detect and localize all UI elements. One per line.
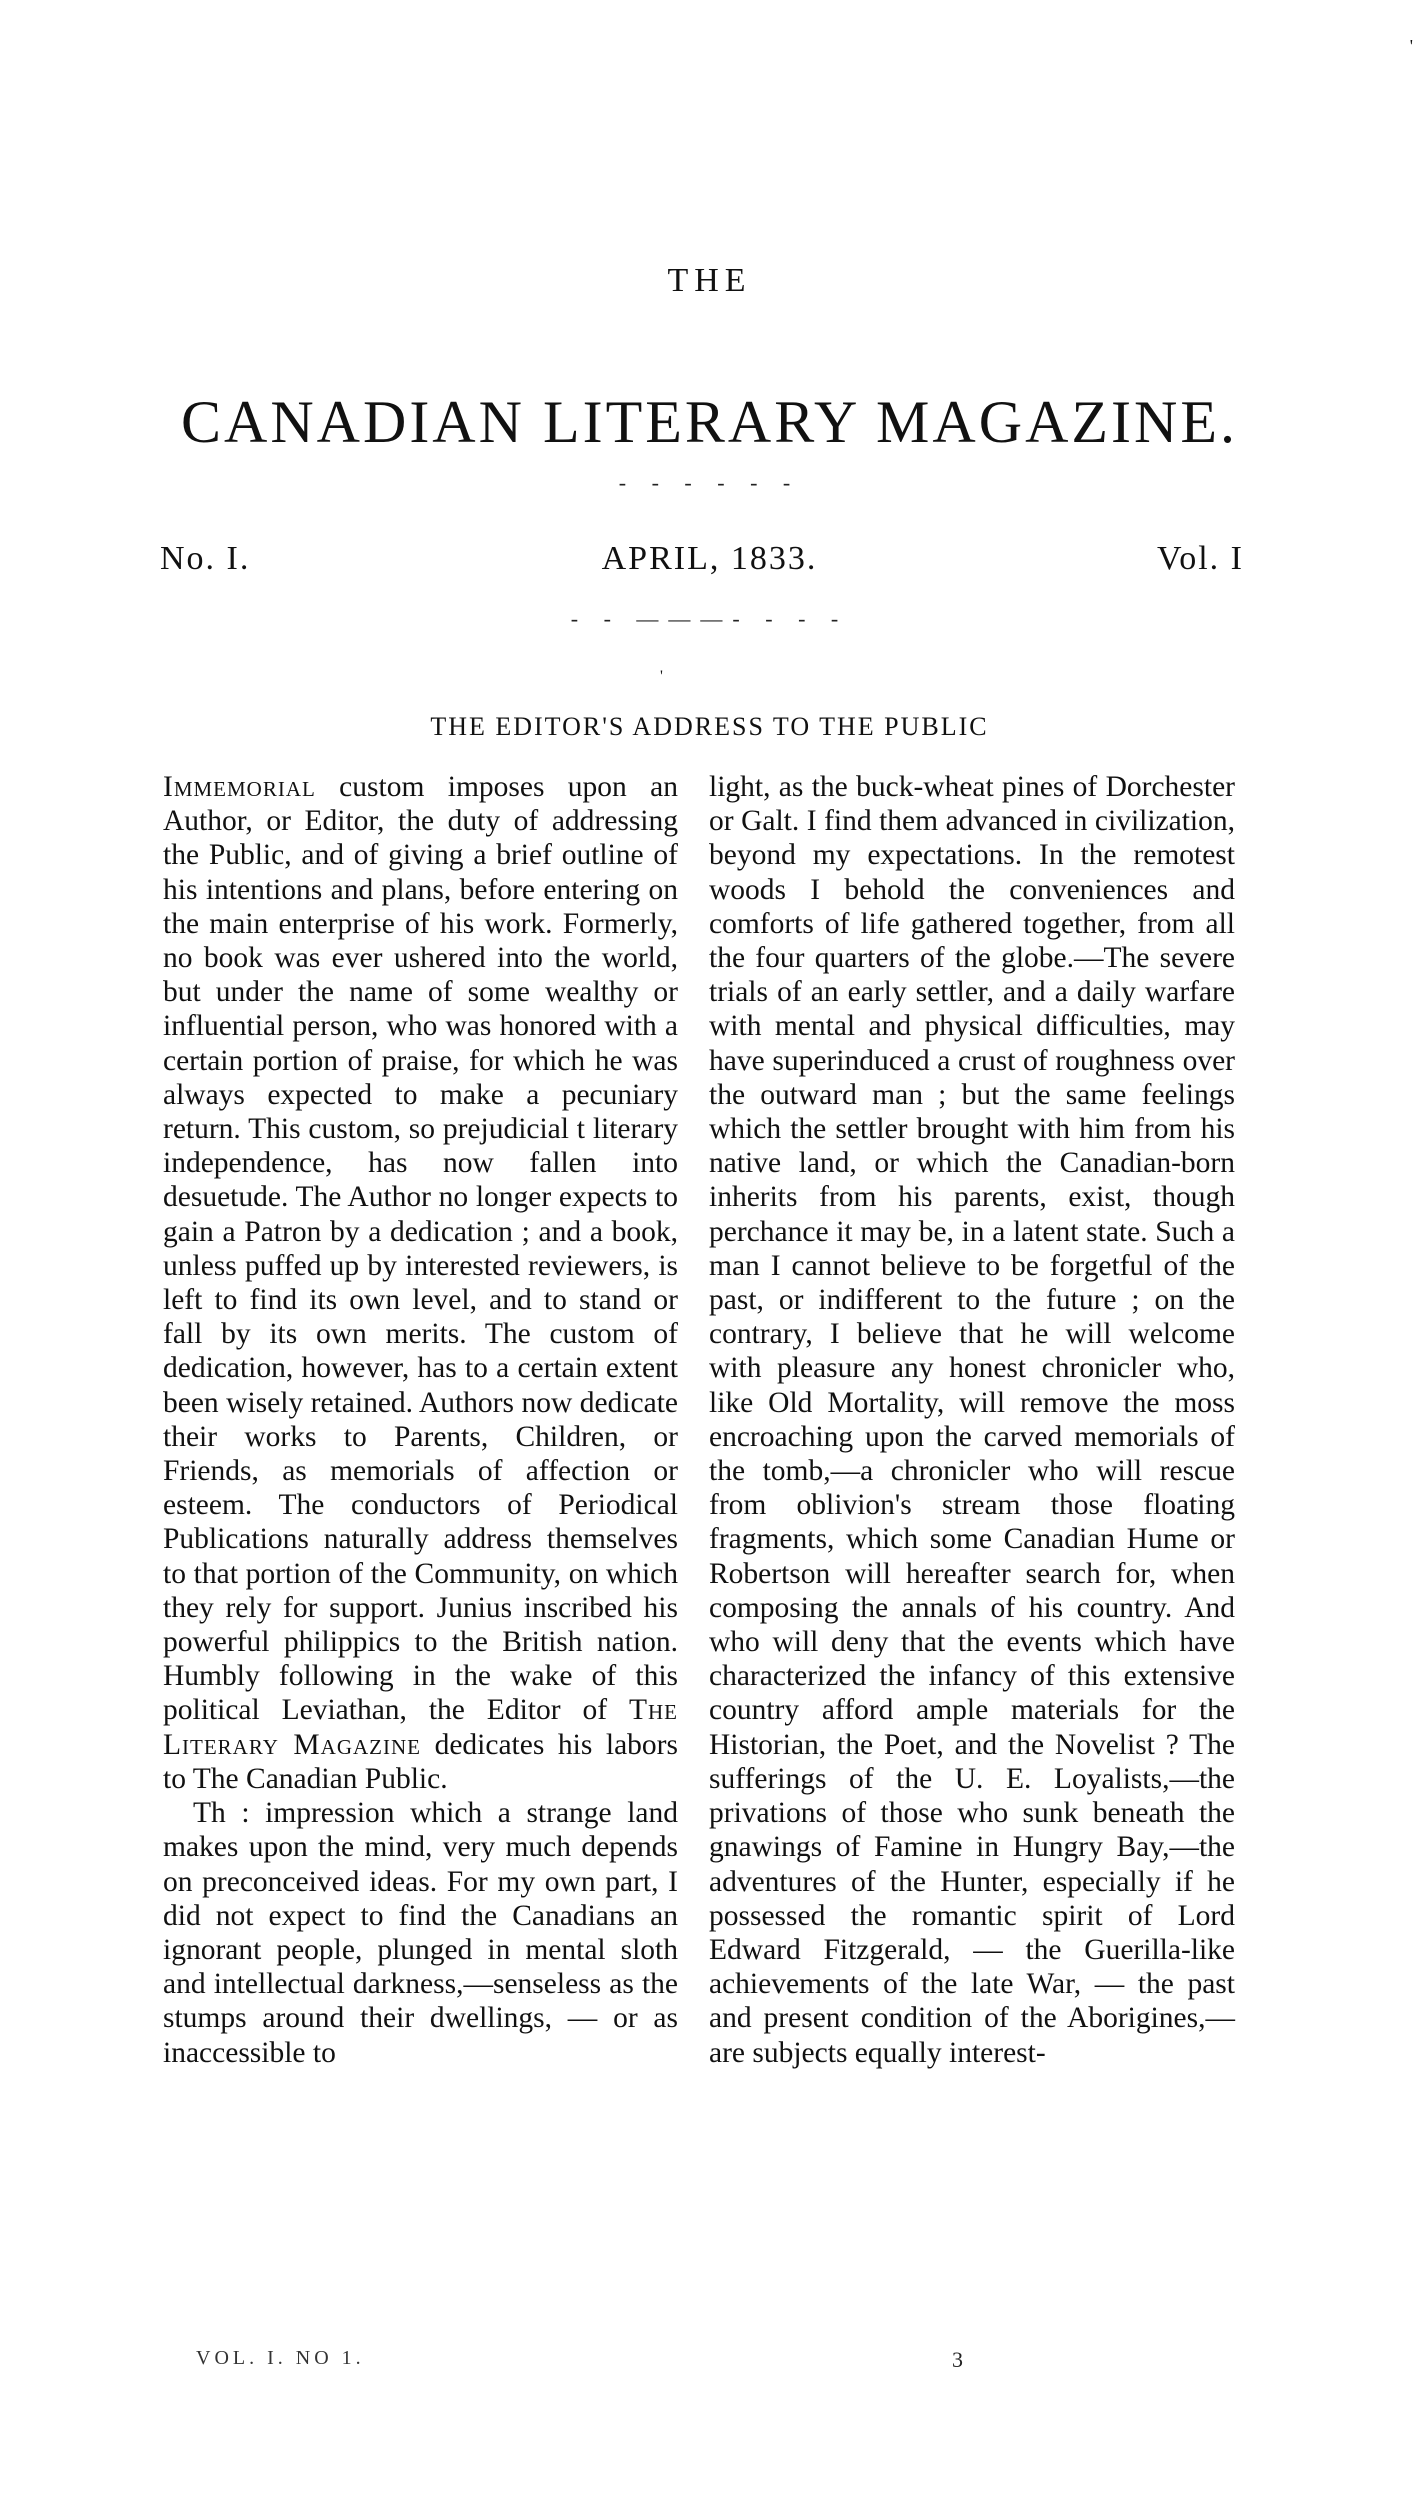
dash-rule-bottom: - - ———- - - - [570, 606, 849, 631]
right-column [709, 770, 1235, 2070]
article-heading: THE EDITOR'S ADDRESS TO THE PUBLIC [430, 712, 989, 741]
ornament-mark: ' [660, 668, 663, 685]
magazine-title: CANADIAN LITERARY MAGAZINE. [180, 389, 1239, 456]
dash-rule-top: - - - - - - [618, 470, 801, 495]
paragraph-1-text-b: dedicates his labors to The Canadian Public. [163, 1728, 678, 1795]
edge-mark: ' [1409, 36, 1413, 56]
page-number: 3 [952, 2347, 963, 2372]
issue-number: No. I. [160, 540, 251, 577]
masthead-the: THE [667, 262, 752, 299]
issue-date: APRIL, 1833. [601, 540, 818, 577]
paragraph-1 [163, 770, 678, 1796]
signature-mark: VOL. I. NO 1. [196, 2347, 365, 2369]
issue-volume: Vol. I [1157, 540, 1244, 577]
paragraph-1-text-a: custom imposes upon an Author, or Editor, the duty of addressing the Public, and of giving a brief outline of his intentions and plans, before entering on the main enterprise of his work. Formerly, no book was ever ushered into the world, but under the name of some wealthy or influential person, who was honored with a certain portion of praise, for which he was always expected to make a pecuniary return. This custom, so prejudicial t literary independence, has now fallen into desuetude. The Author no longer expects to gain a Patron by a dedication ; and a book, unless puffed up by interested reviewers, is left to find its own level, and to stand or fall by its own merits. The custom of dedication, however, has to a certain extent been wisely retained. Authors now dedicate their works to Parents, Children, or Friends, as memorials of affection or esteem. The conductors of Periodical Publications naturally address themselves to that portion of the Community, on which they rely for support. Junius inscribed his powerful philippics to the British nation. Humbly following in the wake of this political Leviathan, the Editor of [163, 771, 678, 1727]
left-column [163, 770, 678, 2070]
paragraph-2: Th : impression which a strange land makes upon the mind, very much depends on preconceived ideas. For my own part, I did not expect to find the Canadians an ignorant people, plunged in mental sloth and intellectual darkness,—senseless as the stumps around their dwellings, — or as inaccessible to [163, 1797, 678, 2069]
paragraph-continued: light, as the buck-wheat pines of Dorchester or Galt. I find them advanced in civilization, beyond my expectations. In the remotest woods I behold the conveniences and comforts of life gathered together, from all the four quarters of the globe.—The severe trials of an early settler, and a daily warfare with mental and physical difficulties, may have superinduced a crust of roughness over the outward man ; but the same feelings which the settler brought with him from his native land, or which the Canadian-born inherits from his parents, exist, though perchance it may be, in a latent state. Such a man I cannot believe to be forgetful of the past, or indifferent to the future ; on the contrary, I believe that he will welcome with pleasure any honest chronicler who, like Old Mortality, will remove the moss encroaching upon the carved memorials of the tomb,—a chronicler who will rescue from oblivion's stream those floating fragments, which some Canadian Hume or Robertson will hereafter search for, when composing the annals of his country. And who will deny that the events which have characterized the infancy of this extensive country afford ample materials for the Historian, the Poet, and the Novelist ? The sufferings of the U. E. Loyalists,—the privations of those who sunk beneath the gnawings of Famine in Hungry Bay,—the adventures of the Hunter, especially if he possessed the romantic spirit of Lord Edward Fitzgerald, — the Guerilla-like achievements of the late War, — the past and present condition of the Aborigines,—are subjects equally interest- [709, 771, 1235, 2069]
magazine-name-inline: The Literary Magazine [163, 1694, 678, 1761]
dropword: Immemorial [163, 771, 316, 803]
